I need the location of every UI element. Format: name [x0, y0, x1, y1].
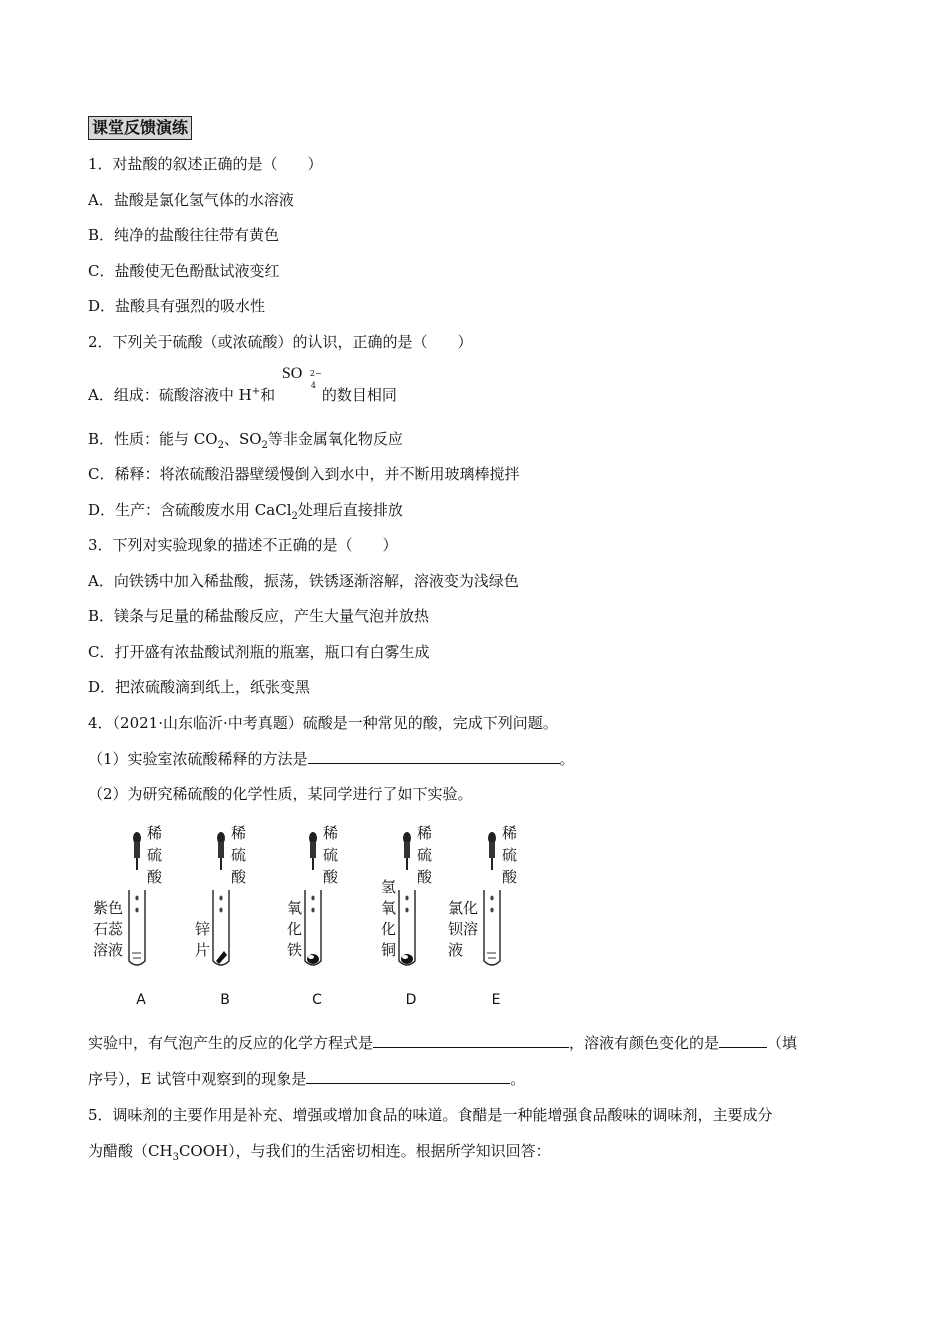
dropper-label-A-0: 稀: [147, 824, 163, 842]
tube-letter-D: D: [405, 992, 417, 1008]
reagent-label-D-1: 氧: [381, 899, 397, 917]
q3-option-d: D．把浓硫酸滴到纸上，纸张变黑: [88, 678, 311, 696]
q3-option-c: C．打开盛有浓盐酸试剂瓶的瓶塞，瓶口有白雾生成: [88, 643, 430, 661]
dropper-label-D-2: 酸: [417, 868, 433, 886]
q2-option-c: C．稀释：将浓硫酸沿器壁缓慢倒入到水中，并不断用玻璃棒搅拌: [88, 465, 520, 483]
droplet-A-2: [135, 908, 138, 913]
reagent-label-E-1: 钡溶: [448, 920, 479, 938]
q4-part1: （1）实验室浓硫酸稀释的方法是 。: [88, 750, 575, 768]
dropper-body-B: [218, 842, 224, 858]
droplet-D-1: [405, 896, 408, 901]
experiment-figure: [80, 818, 540, 1018]
dropper-label-E-1: 硫: [502, 846, 518, 864]
solid-highlight-C: [308, 955, 314, 959]
q1-option-d: D．盐酸具有强烈的吸水性: [88, 297, 266, 315]
reagent-label-A-1: 石蕊: [93, 920, 124, 938]
q1-option-b: B．纯净的盐酸往往带有黄色: [88, 226, 280, 244]
answer-blank-4[interactable]: [306, 1069, 510, 1084]
reagent-label-C-2: 铁: [287, 941, 303, 959]
reagent-label-E-2: 液: [448, 941, 464, 959]
q1-option-c: C．盐酸使无色酚酞试液变红: [88, 262, 280, 280]
dropper-label-E-0: 稀: [502, 824, 518, 842]
reagent-label-D-3: 铜: [381, 941, 397, 959]
section-title: 课堂反馈演练: [88, 116, 192, 140]
droplet-C-1: [311, 896, 314, 901]
droplet-B-2: [219, 908, 222, 913]
test-tube-C: [305, 890, 321, 965]
droplet-E-1: [490, 896, 493, 901]
droplet-C-2: [311, 908, 314, 913]
sulfate-ion-formula: SO 2− 4: [281, 365, 322, 390]
q2-stem: 2．下列关于硫酸（或浓硫酸）的认识，正确的是（ ）: [88, 333, 473, 351]
test-tube-E: [484, 890, 500, 965]
dropper-label-D-1: 硫: [417, 846, 433, 864]
dropper-body-D: [404, 842, 410, 858]
dropper-label-C-2: 酸: [323, 868, 339, 886]
dropper-body-A: [134, 842, 140, 858]
droplet-B-1: [219, 896, 222, 901]
droplet-D-2: [405, 908, 408, 913]
dropper-label-B-1: 硫: [231, 846, 247, 864]
reagent-label-D-2: 化: [381, 920, 397, 938]
solid-highlight-D: [402, 955, 408, 959]
dropper-label-C-0: 稀: [323, 824, 339, 842]
tube-letter-C: C: [312, 992, 322, 1008]
answer-blank-2[interactable]: [373, 1033, 569, 1048]
test-tube-A: [129, 890, 145, 965]
dropper-label-C-1: 硫: [323, 846, 339, 864]
answer-blank-3[interactable]: [719, 1033, 767, 1048]
reagent-label-B-0: 锌: [195, 920, 211, 938]
droplet-E-2: [490, 908, 493, 913]
dropper-label-A-2: 酸: [147, 868, 163, 886]
test-tube-B: [213, 890, 229, 965]
dropper-body-E: [489, 842, 495, 858]
zinc-piece: [216, 951, 227, 964]
tube-letter-E: E: [491, 992, 501, 1008]
reagent-label-C-1: 化: [287, 920, 303, 938]
dropper-label-D-0: 稀: [417, 824, 433, 842]
q3-stem: 3．下列对实验现象的描述不正确的是（ ）: [88, 536, 398, 554]
droplet-A-1: [135, 896, 138, 901]
q2-option-a: A．组成：硫酸溶液中 H+和 SO 2− 4 的数目相同: [88, 365, 397, 404]
q2-option-d: D．生产：含硫酸废水用 CaCl$_2$处理后直接排放: [88, 501, 403, 522]
q4-part2: （2）为研究稀硫酸的化学性质，某同学进行了如下实验。: [88, 785, 473, 803]
q3-option-a: A．向铁锈中加入稀盐酸，振荡，铁锈逐渐溶解，溶液变为浅绿色: [88, 572, 519, 590]
q3-option-b: B．镁条与足量的稀盐酸反应，产生大量气泡并放热: [88, 607, 430, 625]
q5-text: 5．调味剂的主要作用是补充、增强或增加食品的味道。食醋是一种能增强食品酸味的调味剂，主要成分 为醋酸$(CH_3COOH)$，与我们的生活密切相连。根据所学知识回答：: [88, 1106, 773, 1163]
reagent-label-B-1: 片: [195, 941, 211, 959]
reagent-label-E-0: 氯化: [448, 899, 479, 917]
dropper-body-C: [310, 842, 316, 858]
dropper-label-B-2: 酸: [231, 868, 247, 886]
reagent-label-C-0: 氧: [287, 899, 303, 917]
q1-option-a: A．盐酸是氯化氢气体的水溶液: [88, 191, 294, 209]
answer-blank-1[interactable]: [308, 749, 560, 764]
dropper-label-E-2: 酸: [502, 868, 518, 886]
q2-option-b: B．性质：能与 $CO_2$、$SO_2$等非金属氧化物反应: [88, 430, 403, 451]
dropper-label-A-1: 硫: [147, 846, 163, 864]
reagent-label-A-0: 紫色: [93, 899, 124, 917]
tube-letter-A: A: [136, 992, 146, 1008]
q4-part2-answer: 实验中，有气泡产生的反应的化学方程式是 ，溶液有颜色变化的是 （填 序号），E 试管中观察到的现象是 。: [88, 1034, 798, 1088]
solid-powder-D: [401, 954, 413, 964]
tube-letter-B: B: [220, 992, 230, 1008]
q4-stem: 4．（2021·山东临沂·中考真题）硫酸是一种常见的酸，完成下列问题。: [88, 714, 558, 732]
dropper-label-B-0: 稀: [231, 824, 247, 842]
solid-powder-C: [307, 954, 319, 964]
reagent-label-D-0: 氢: [381, 878, 397, 896]
reagent-label-A-2: 溶液: [93, 941, 124, 959]
q1-stem: 1．对盐酸的叙述正确的是（ ）: [88, 155, 323, 173]
test-tube-D: [399, 890, 415, 965]
